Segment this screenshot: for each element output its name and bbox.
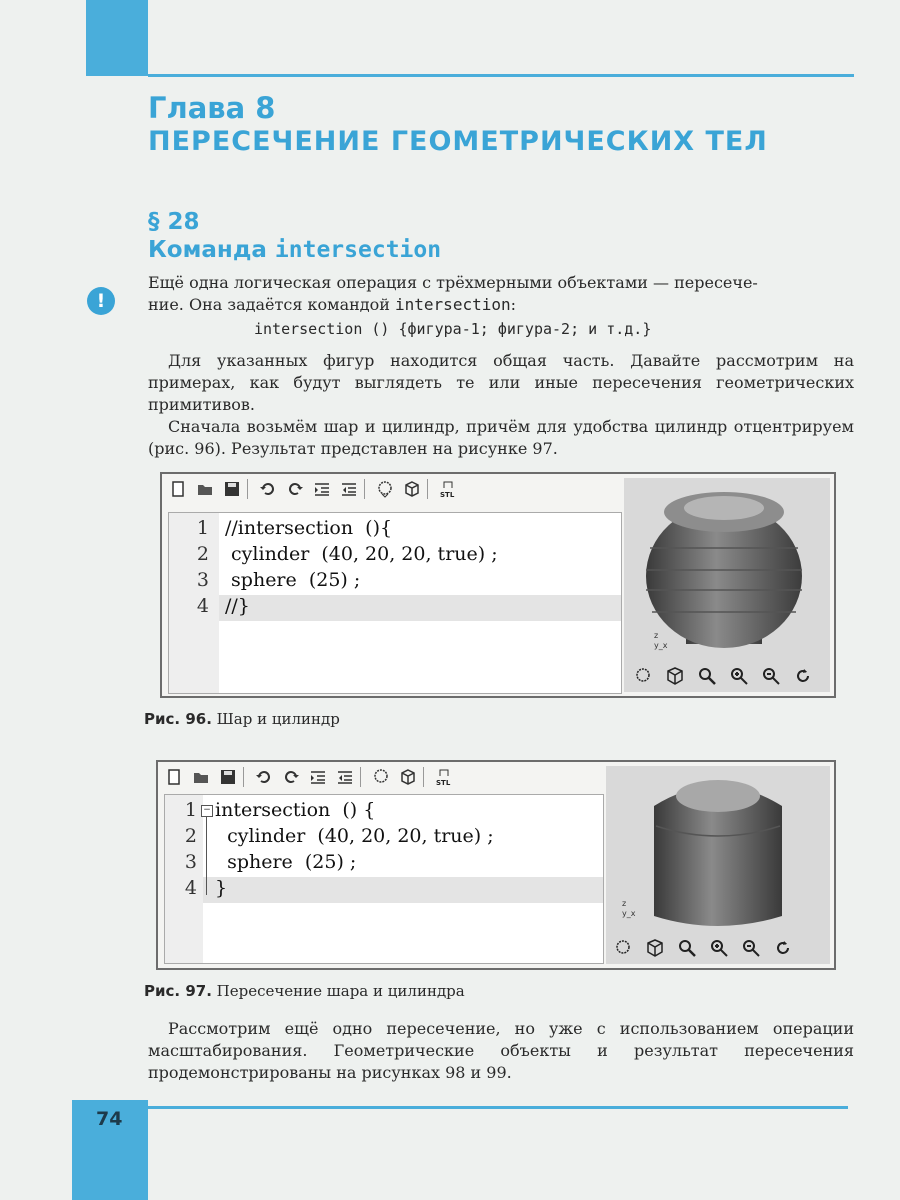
- undo-icon[interactable]: [253, 766, 275, 788]
- render-icon[interactable]: [370, 766, 392, 788]
- chapter-heading: [148, 92, 768, 158]
- code-line[interactable]: }: [215, 877, 228, 899]
- zoom-in-icon[interactable]: [706, 936, 732, 960]
- 3d-viewport[interactable]: [624, 478, 830, 692]
- paragraph-2: Сначала возьмём шар и цилиндр, причём для удобства цилиндр отцентрируем (рис. 96). Результат представлен на рисунке 97.: [148, 417, 854, 458]
- stl-export-icon[interactable]: [433, 766, 455, 788]
- section-number: § 28: [148, 209, 200, 235]
- new-file-icon[interactable]: [163, 766, 185, 788]
- exclamation-icon: !: [87, 287, 115, 315]
- svg-text:z: z: [622, 899, 627, 908]
- figure-96-caption: Рис. 96. Шар и цилиндр: [144, 710, 340, 728]
- save-icon[interactable]: [221, 478, 243, 500]
- code-line[interactable]: intersection () {: [215, 799, 376, 821]
- undo-icon[interactable]: [257, 478, 279, 500]
- stl-export-icon[interactable]: [437, 478, 459, 500]
- code-editor[interactable]: 1 2 3 4 //intersection (){ cylinder (40, 20, 20, true) ; sphere (25) ; //}: [168, 512, 622, 694]
- indent-icon[interactable]: [307, 766, 329, 788]
- svg-text:y_x: y_x: [654, 641, 668, 650]
- fold-icon[interactable]: −: [201, 805, 213, 817]
- code-editor[interactable]: 1 2 3 4 − intersection () { cylinder (40, 20, 20, true) ; sphere (25) ; }: [164, 794, 604, 964]
- figure-97-caption: Рис. 97. Пересечение шара и цилиндра: [144, 982, 465, 1000]
- header-tab: [86, 0, 148, 76]
- cube-icon[interactable]: [397, 766, 419, 788]
- page-number: 74: [96, 1108, 123, 1130]
- sphere-cylinder-model: [624, 478, 830, 658]
- header-rule: [148, 74, 854, 77]
- syntax-line: intersection () {фигура-1; фигура-2; и т.д.}: [254, 320, 652, 338]
- view-controls: [630, 664, 822, 688]
- code-line[interactable]: cylinder (40, 20, 20, true) ;: [225, 543, 498, 565]
- svg-text:z: z: [654, 631, 659, 640]
- code-line[interactable]: //intersection (){: [225, 517, 393, 539]
- redo-icon[interactable]: [280, 766, 302, 788]
- cube-icon[interactable]: [642, 936, 668, 960]
- reset-view-icon[interactable]: [790, 664, 816, 688]
- open-folder-icon[interactable]: [190, 766, 212, 788]
- code-line[interactable]: //}: [225, 595, 250, 617]
- figure-96-screenshot: [160, 472, 836, 698]
- figure-97-screenshot: [156, 760, 836, 970]
- code-line[interactable]: cylinder (40, 20, 20, true) ;: [215, 825, 494, 847]
- unindent-icon[interactable]: [334, 766, 356, 788]
- paragraph-3: Рассмотрим ещё одно пересечение, но уже с использованием операции масштабирования. Геометрические объекты и результат пересечения продемонстрированы на рисунках 98 и 99.: [148, 1019, 854, 1082]
- zoom-out-icon[interactable]: [738, 936, 764, 960]
- intersection-model: [606, 766, 830, 936]
- new-file-icon[interactable]: [167, 478, 189, 500]
- svg-text:y_x: y_x: [622, 909, 636, 918]
- section-title: Команда intersection: [148, 237, 442, 263]
- render-icon[interactable]: [610, 936, 636, 960]
- render-icon[interactable]: [374, 478, 396, 500]
- open-folder-icon[interactable]: [194, 478, 216, 500]
- section-heading: [148, 208, 441, 264]
- chapter-label: Глава 8: [148, 91, 276, 125]
- footer-rule: [148, 1106, 848, 1109]
- code-line[interactable]: sphere (25) ;: [225, 569, 361, 591]
- chapter-title: ПЕРЕСЕЧЕНИЕ ГЕОМЕТРИЧЕСКИХ ТЕЛ: [148, 126, 768, 157]
- save-icon[interactable]: [217, 766, 239, 788]
- unindent-icon[interactable]: [338, 478, 360, 500]
- zoom-fit-icon[interactable]: [694, 664, 720, 688]
- intro-text: Ещё одна логическая операция с трёхмерными объектами — пересече- ние. Она задаётся командой intersection:: [148, 273, 758, 314]
- reset-view-icon[interactable]: [770, 936, 796, 960]
- svg-text:STL: STL: [440, 491, 455, 498]
- view-controls: [610, 936, 802, 960]
- code-line[interactable]: sphere (25) ;: [215, 851, 357, 873]
- cube-icon[interactable]: [401, 478, 423, 500]
- zoom-in-icon[interactable]: [726, 664, 752, 688]
- indent-icon[interactable]: [311, 478, 333, 500]
- svg-text:STL: STL: [436, 779, 451, 786]
- cube-icon[interactable]: [662, 664, 688, 688]
- 3d-viewport[interactable]: [606, 766, 830, 964]
- paragraph-1: Для указанных фигур находится общая часть. Давайте рассмотрим на примерах, как будут выглядеть те или иные пересечения геометрических примитивов.: [148, 351, 854, 414]
- zoom-out-icon[interactable]: [758, 664, 784, 688]
- zoom-fit-icon[interactable]: [674, 936, 700, 960]
- redo-icon[interactable]: [284, 478, 306, 500]
- render-icon[interactable]: [630, 664, 656, 688]
